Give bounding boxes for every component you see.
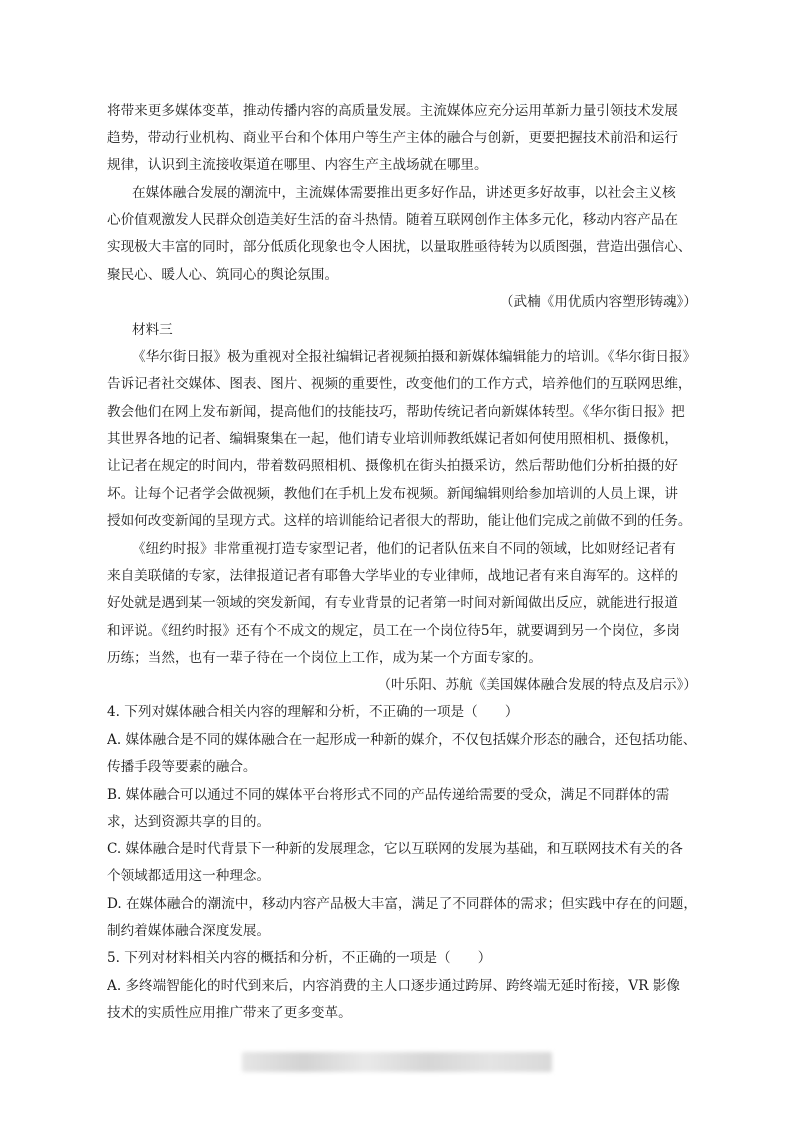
blurred-footer-watermark (242, 1052, 552, 1072)
option-line: 制约着媒体融合深度发展。 (107, 923, 271, 939)
paragraph-line: 在媒体融合发展的潮流中，主流媒体需要推出更多好作品，讲述更多好故事，以社会主义核 (132, 185, 676, 201)
paragraph-line: 实现极大丰富的同时，部分低质化现象也令人困扰，以量取胜亟待转为以质图强，营造出强信心、 (107, 239, 692, 255)
option-line: D. 在媒体融合的潮流中，移动内容产品极大丰富，满足了不同群体的需求；但实践中存在的问题， (107, 896, 697, 912)
material-label: 材料三 (132, 322, 173, 338)
paragraph-line: 趋势，带动行业机构、商业平台和个体用户等生产主体的融合与创新，更要把握技术前沿和运行 (107, 130, 678, 146)
paragraph-line: 规律，认识到主流接收渠道在哪里、内容生产主战场就在哪里。 (107, 157, 488, 173)
paragraph-line: 历练；当然，也有一辈子待在一个岗位上工作，成为某一个方面专家的。 (107, 650, 542, 666)
paragraph-line: 来自美联储的专家，法律报道记者有耶鲁大学毕业的专业律师，战地记者有来自海军的。这样的 (107, 568, 678, 584)
paragraph-line: 教会他们在网上发布新闻，提高他们的技能技巧，帮助传统记者向新媒体转型。《华尔街日报》把 (107, 404, 685, 420)
paragraph-line: 《纽约时报》非常重视打造专家型记者，他们的记者队伍来自不同的领域，比如财经记者有 (132, 541, 676, 557)
paragraph-line: 坏。让每个记者学会做视频，教他们在手机上发布视频。新闻编辑则给参加培训的人员上课，讲 (107, 486, 678, 502)
citation: （武楠《用优质内容塑形铸魂》） (499, 294, 697, 310)
paragraph-line: 《华尔街日报》极为重视对全报社编辑记者视频拍摄和新媒体编辑能力的培训。《华尔街日报》 (132, 349, 697, 365)
option-line: A. 多终端智能化的时代到来后，内容消费的主人口逐步通过跨屏、跨终端无延时衔接，VR 影像 (107, 978, 680, 994)
option-line: 个领域都适用这一种理念。 (107, 868, 271, 884)
question-stem: 5. 下列对材料相关内容的概括和分析，不正确的一项是（ ） (107, 950, 492, 966)
paragraph-line: 将带来更多媒体变革，推动传播内容的高质量发展。主流媒体应充分运用革新力量引领技术发展 (107, 103, 678, 119)
option-line: 求，达到资源共享的目的。 (107, 814, 271, 830)
paragraph-line: 心价值观激发人民群众创造美好生活的奋斗热情。随着互联网创作主体多元化，移动内容产品在 (107, 212, 678, 228)
paragraph-line: 好处就是遇到某一领域的突发新闻，有专业背景的记者第一时间对新闻做出反应，就能进行报道 (107, 595, 678, 611)
paragraph-line: 授如何改变新闻的呈现方式。这样的培训能给记者很大的帮助，能让他们完成之前做不到的任务。 (107, 513, 692, 529)
option-line: A. 媒体融合是不同的媒体融合在一起形成一种新的媒介，不仅包括媒介形态的融合，还包括功能、 (107, 732, 697, 748)
paragraph-line: 其世界各地的记者、编辑聚集在一起，他们请专业培训师教纸媒记者如何使用照相机、摄像机， (107, 431, 678, 447)
option-line: C. 媒体融合是时代背景下一种新的发展理念，它以互联网的发展为基础，和互联网技术有关的各 (107, 841, 683, 857)
option-line: B. 媒体融合可以通过不同的媒体平台将形式不同的产品传递给需要的受众，满足不同群体的需 (107, 787, 670, 803)
paragraph-line: 告诉记者社交媒体、图表、图片、视频的重要性，改变他们的工作方式，培养他们的互联网思维， (107, 376, 692, 392)
question-stem: 4. 下列对媒体融合相关内容的理解和分析，不正确的一项是（ ） (107, 704, 519, 720)
paragraph-line: 聚民心、暖人心、筑同心的舆论氛围。 (107, 267, 339, 283)
paragraph-line: 和评说。《纽约时报》还有个不成文的规定，员工在一个岗位待5年，就要调到另一个岗位，多岗 (107, 623, 680, 639)
option-line: 传播手段等要素的融合。 (107, 759, 257, 775)
paragraph-line: 让记者在规定的时间内，带着数码照相机、摄像机在街头拍摄采访，然后帮助他们分析拍摄的好 (107, 458, 678, 474)
citation: （叶乐阳、苏航《美国媒体融合发展的特点及启示》） (377, 677, 697, 693)
option-line: 技术的实质性应用推广带来了更多变革。 (107, 1005, 352, 1021)
